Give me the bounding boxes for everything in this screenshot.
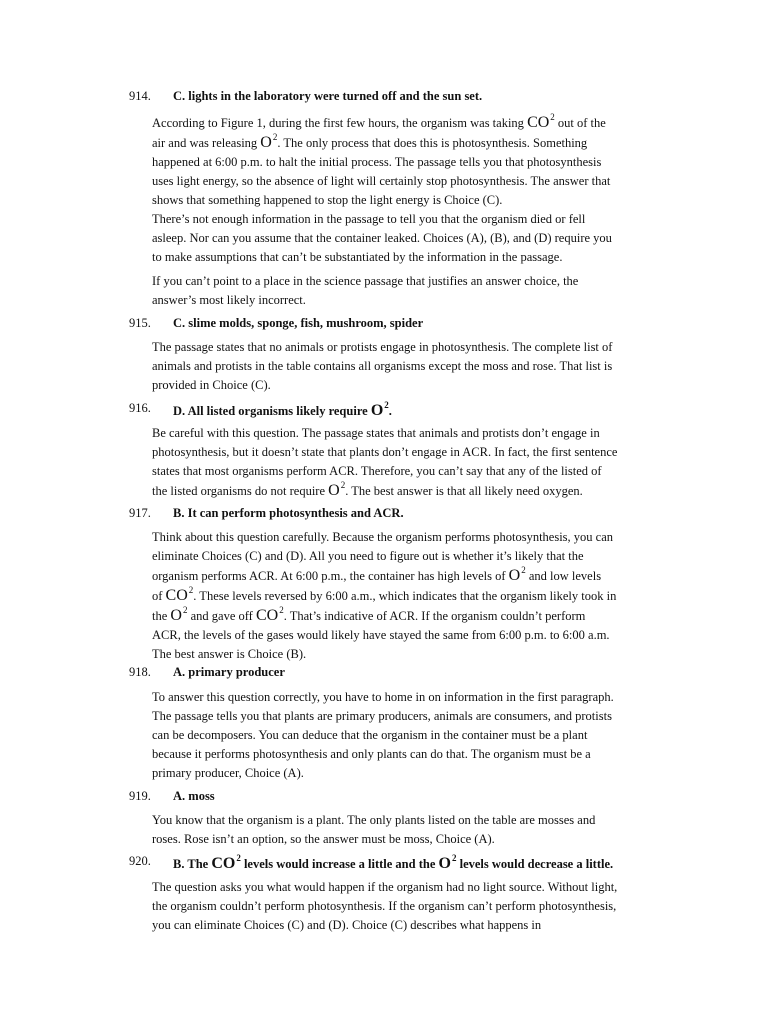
explanation-918-p1: To answer this question correctly, you have to home in on information in the first paragraph. The passage tells you that plants are primary producers, animals are consumers, and protists can be decomposers. You can deduce that the organism in the container must be a plant because it performs photosynthesis and only plants can do that. The organism must be a primary producer, Choice (A). (152, 690, 614, 780)
question-number: 917. (129, 506, 151, 520)
question-number: 914. (129, 89, 151, 103)
co2-formula: $CO^2$ (255, 605, 284, 624)
answer-choice: B. It can perform photosynthesis and ACR. (173, 506, 404, 520)
explanation-917-p1: Think about this question carefully. Because the organism performs photosynthesis, you can eliminate Choices (C) and (D). All you need to figure out is whether it’s likely that the organism performs ACR. At 6:00 p.m., the container has high levels of $O^2$ and low levels of $CO^2$. These levels reversed by 6:00 a.m., which indicates that the organism likely took in the $O^2$ and gave off $CO^2$. That’s indicative of ACR. If the organism couldn’t perform ACR, the levels of the gases would likely have stayed the same from 6:00 p.m. to 6:00 a.m. The best answer is Choice (B). (152, 530, 617, 661)
o2-formula: $O^2$ (508, 565, 526, 584)
explanation-920-p1: The question asks you what would happen if the organism had no light source. Without light, the organism couldn’t perform photosynthesis. If the organism can’t perform photosynthesis, you can eliminate Choices (C) and (D). Choice (C) describes what happens in (152, 880, 618, 932)
o2-formula: $O^2$ (170, 605, 188, 624)
explanation-915-p1: The passage states that no animals or protists engage in photosynthesis. The complete list of animals and protists in the table contains all organisms except the moss and rose. That list is provided in Choice (C). (152, 340, 613, 392)
answer-choice: C. lights in the laboratory were turned off and the sun set. (173, 89, 483, 103)
explanation-914-p2: There’s not enough information in the passage to tell you that the organism died or fell asleep. Nor can you assume that the container leaked. Choices (A), (B), and (D) require you to make assumptions that can’t be substantiated by the information in the passage. (152, 212, 612, 264)
explanation-919-p1: You know that the organism is a plant. The only plants listed on the table are mosses and roses. Rose isn’t an option, so the answer must be moss, Choice (A). (152, 813, 596, 846)
answer-choice: B. The $CO^2$ levels would increase a little and the $O^2$ levels would decrease a little. (173, 853, 614, 872)
explanation-916-p1: Be careful with this question. The passage states that animals and protists don’t engage in photosynthesis, but it doesn’t state that plants don’t engage in ACR. In fact, the first sentence states that most organisms perform ACR. Therefore, you can’t say that any of the listed of the listed organisms do not require $O^2$. The best answer is that all likely need oxygen. (152, 426, 618, 499)
co2-formula: $CO^2$ (165, 585, 194, 604)
o2-formula: $O^2$ (328, 480, 346, 499)
question-number: 918. (129, 665, 151, 679)
explanation-914-p3: If you can’t point to a place in the science passage that justifies an answer choice, the answer’s most likely incorrect. (152, 274, 579, 307)
answer-choice: C. slime molds, sponge, fish, mushroom, spider (173, 316, 424, 330)
answer-choice: A. moss (173, 789, 215, 803)
answer-choice: D. All listed organisms likely require $O^2$. (173, 400, 392, 419)
o2-formula: $O^2$ (370, 400, 389, 419)
question-number: 915. (129, 316, 151, 330)
question-number: 919. (129, 789, 151, 803)
question-number: 920. (129, 854, 151, 868)
o2-formula: $O^2$ (438, 853, 457, 872)
question-number: 916. (129, 401, 151, 415)
answer-choice: A. primary producer (173, 665, 285, 679)
co2-formula: $CO^2$ (211, 853, 241, 872)
explanation-914-p1: According to Figure 1, during the first few hours, the organism was taking $CO^2$ out of the air and was releasing $O^2$. The only process that does this is photosynthesis. Something happened at 6:00 p.m. to halt the initial process. The passage tells you that photosynthesis uses light energy, so the absence of light will certainly stop photosynthesis. The answer that shows that something happened to stop the light energy is Choice (C). (152, 112, 611, 207)
o2-formula: $O^2$ (260, 132, 278, 151)
co2-formula: $CO^2$ (527, 112, 555, 131)
